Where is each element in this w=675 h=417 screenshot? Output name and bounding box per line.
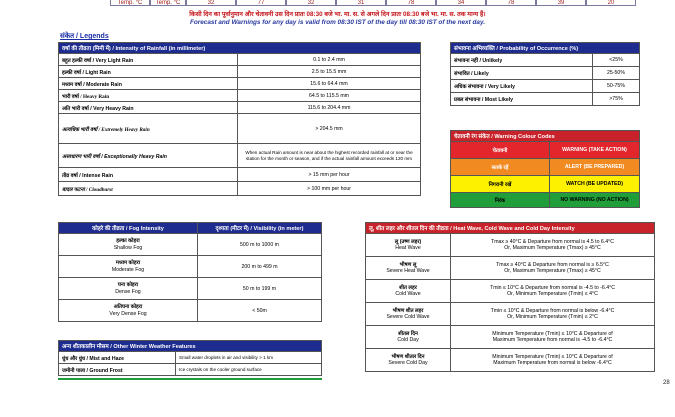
rain-value: > 100 mm per hour [238, 182, 421, 196]
rain-value: 2.5 to 15.5 mm [238, 66, 421, 78]
prob-value: 25-50% [593, 67, 640, 80]
heat-cold-header: लू, शीत लहर और शीतल दिन की तीव्रता / Heat Wave, Cold Wave and Cold Day Intensity [366, 223, 655, 234]
warning-color-label: निगरानी रखें [451, 176, 550, 193]
heat-cold-label [366, 280, 451, 303]
top-cell: 34 [436, 0, 486, 6]
top-cell: 78 [486, 0, 536, 6]
fog-label [59, 234, 198, 256]
rain-label: असाधारण भारी वर्षा / Exceptionally Heavy Rain [59, 144, 238, 168]
rain-label: हल्की वर्षा / Light Rain [59, 66, 238, 78]
rain-label: बादल फटना / Cloudburst [59, 182, 238, 196]
top-cell: 32 [286, 0, 336, 6]
criteria-line2: Maximum Temperature from normal is -4.5 to -6.4°C [492, 337, 613, 343]
criteria-line2: Maximum Temperature from normal is below -6.4°C [493, 360, 612, 366]
heat-cold-label [366, 349, 451, 372]
heat-cold-label-hindi: भीषण लू [399, 261, 417, 268]
rain-label: अति भारी वर्षा / Very Heavy Rain [59, 102, 238, 114]
heat-cold-label-english: Heat Wave [395, 245, 421, 251]
fog-label-english: Dense Fog [115, 288, 141, 295]
top-cell: 39 [536, 0, 586, 6]
rain-value: 15.6 to 64.4 mm [238, 78, 421, 90]
criteria-line2: Or, Minimum Temperature (Tmin) ≤ 2°C [507, 314, 598, 320]
rain-value: 0.1 to 2.4 mm [238, 54, 421, 66]
heat-cold-label-hindi: शीत लहर [399, 284, 417, 291]
warning-colour-table [450, 130, 640, 208]
warning-color-label: सतर्क रहें [451, 159, 550, 176]
heat-cold-criteria [451, 280, 655, 303]
rain-label: बहुत हल्की वर्षा / Very Light Rain [59, 54, 238, 66]
heat-cold-criteria [451, 349, 655, 372]
prob-value: 50-75% [593, 80, 640, 93]
prob-label: संभावना नहीं / Unlikely [451, 54, 593, 67]
fog-value: 200 m to 499 m [198, 256, 322, 278]
criteria-line2: Or, Maximum Temperature (Tmax) ≥ 45°C [504, 268, 601, 274]
winter-label: धुंध और धुंध / Mist and Haze [59, 352, 176, 364]
fog-label-hindi: घना कोहरा [117, 282, 139, 288]
winter-value: Ice crystals on the cooler ground surface [176, 364, 322, 376]
criteria-line2: Or, Maximum Temperature (Tmax) ≥ 45°C [504, 245, 601, 251]
probability-table [450, 42, 640, 106]
legends-title: संकेत / Legends [60, 33, 109, 40]
heat-cold-label-english: Cold Wave [395, 291, 421, 297]
heat-cold-label [366, 326, 451, 349]
criteria-line1: Tmin ≤ 10°C & Departure from normal is below -6.4°C [490, 307, 615, 314]
page-number: 28 [663, 380, 670, 386]
winter-features-table [58, 340, 322, 376]
prob-label: अधिक संभावना / Very Likely [451, 80, 593, 93]
heat-cold-label-hindi: लू (उष्ण लहर) [394, 238, 422, 245]
validity-note-hindi: किसी दिन का पूर्वानुमान और चेतावनी उस दिन प्रातः 08:30 बजे भा. मा. स. से अगले दिन प्रातः 08:30 बजे भा. मा. स. तक मान्य हैं। [189, 11, 486, 18]
prob-label: प्रबल संभावना / Most Likely [451, 93, 593, 106]
heat-cold-label-english: Severe Cold Wave [386, 314, 430, 320]
heat-cold-label [366, 303, 451, 326]
fog-label [59, 256, 198, 278]
prob-value: <25% [593, 54, 640, 67]
criteria-line1: Tmin ≤ 10°C & Departure from normal is -4.5 to -6.4°C [490, 284, 615, 291]
criteria-line1: Minimum Temperature (Tmin) ≤ 10°C & Departure of [492, 353, 613, 360]
top-table-strip [0, 0, 675, 6]
heat-cold-label-english: Severe Cold Day [388, 360, 428, 366]
prob-value: >75% [593, 93, 640, 106]
rain-label: अत्यधिक भारी वर्षा / Extremely Heavy Rain [59, 114, 238, 144]
heat-cold-label-english: Severe Heat Wave [386, 268, 430, 274]
rain-value: When actual Rain amount is near about the highest recorded rainfall at or near the station for the month or season, and if the actual rainfall amount exceeds 120 mm [238, 144, 421, 168]
fog-value: 500 m to 1000 m [198, 234, 322, 256]
top-cell: 77 [236, 0, 286, 6]
fog-label-hindi: मध्यम कोहरा [115, 260, 141, 266]
rain-value: > 15 mm per hour [238, 168, 421, 182]
criteria-line1: Tmax ≥ 40°C & Departure from normal is 4.5 to 6.4°C [491, 238, 614, 245]
heat-cold-criteria [451, 234, 655, 257]
top-cell: 20 [586, 0, 636, 6]
rain-value: 64.5 to 115.5 mm [238, 90, 421, 102]
warning-color-value: ALERT (BE PREPARED) [550, 159, 640, 176]
validity-note-english: Forecast and Warnings for any day is valid from 08:30 IST of the day till 08:30 IST of the next day. [189, 19, 486, 26]
warning-color-label: चेतावनी [451, 142, 550, 159]
top-cell: 31 [336, 0, 386, 6]
fog-value: 50 m to 199 m [198, 278, 322, 300]
probability-header: संभावना अभिव्यक्ति / Probability of Occurrence (%) [451, 43, 640, 54]
warning-color-label: निरंक [451, 193, 550, 208]
heat-cold-label-hindi: शीतल दिन [398, 330, 418, 337]
fog-label-english: Shallow Fog [113, 244, 143, 251]
rain-label: भारी वर्षा / Heavy Rain [59, 90, 238, 102]
heat-cold-criteria [451, 326, 655, 349]
criteria-line1: Tmax ≥ 40°C & Departure from normal is ≥ 6.5°C [496, 261, 609, 268]
fog-label [59, 300, 198, 322]
winter-value: Small water droplets in air and visibility > 1 km [176, 352, 322, 364]
fog-value: < 50m [198, 300, 322, 322]
rainfall-header: वर्षा की तीव्रता (मिमी में) / Intensity of Rainfall (in millimeter) [59, 43, 421, 54]
green-rule [58, 378, 322, 380]
fog-label-english: Moderate Fog [111, 266, 145, 273]
rain-label: मध्यम वर्षा / Moderate Rain [59, 78, 238, 90]
fog-label-hindi: हल्का कोहरा [116, 238, 140, 244]
winter-label: जमीनी पाला / Ground Frost [59, 364, 176, 376]
heat-cold-label [366, 234, 451, 257]
fog-header-right: दृश्यता (मीटर में) / Visibility (in meter) [198, 223, 322, 234]
warning-header: चेतावनी रंग संकेत / Warning Colour Codes [451, 131, 640, 142]
top-cell: Temp. °C [150, 0, 186, 6]
rain-value: > 204.5 mm [238, 114, 421, 144]
criteria-line2: Or, Minimum Temperature (Tmin) ≤ 4°C [507, 291, 598, 297]
winter-header: अन्य शीतकालीन मौसम / Other Winter Weather Features [59, 341, 322, 352]
heat-cold-label-hindi: भीषण शीतल दिन [391, 353, 425, 360]
fog-intensity-table [58, 222, 322, 322]
warning-color-value: WARNING (TAKE ACTION) [550, 142, 640, 159]
heat-cold-criteria [451, 257, 655, 280]
top-cell: 78 [386, 0, 436, 6]
top-cell: 32 [186, 0, 236, 6]
criteria-line1: Minimum Temperature (Tmin) ≤ 10°C & Departure of [492, 330, 613, 337]
fog-label [59, 278, 198, 300]
heat-cold-label-hindi: भीषण शीत लहर [392, 307, 424, 314]
top-cell: Temp. °C [110, 0, 150, 6]
rainfall-intensity-table [58, 42, 421, 196]
rain-label: तीव्र वर्षा / Intense Rain [59, 168, 238, 182]
fog-header-left: कोहरे की तीव्रता / Fog Intensity [59, 223, 198, 234]
prob-label: संभावित / Likely [451, 67, 593, 80]
heat-cold-criteria [451, 303, 655, 326]
fog-label-english: Very Dense Fog [109, 310, 147, 317]
fog-label-hindi: अतिघना कोहरा [113, 304, 143, 310]
warning-color-value: NO WARNING (NO ACTION) [550, 193, 640, 208]
warning-color-value: WATCH (BE UPDATED) [550, 176, 640, 193]
rain-value: 115.6 to 204.4 mm [238, 102, 421, 114]
heat-cold-label-english: Cold Day [397, 337, 419, 343]
heat-cold-table [365, 222, 655, 372]
heat-cold-label [366, 257, 451, 280]
